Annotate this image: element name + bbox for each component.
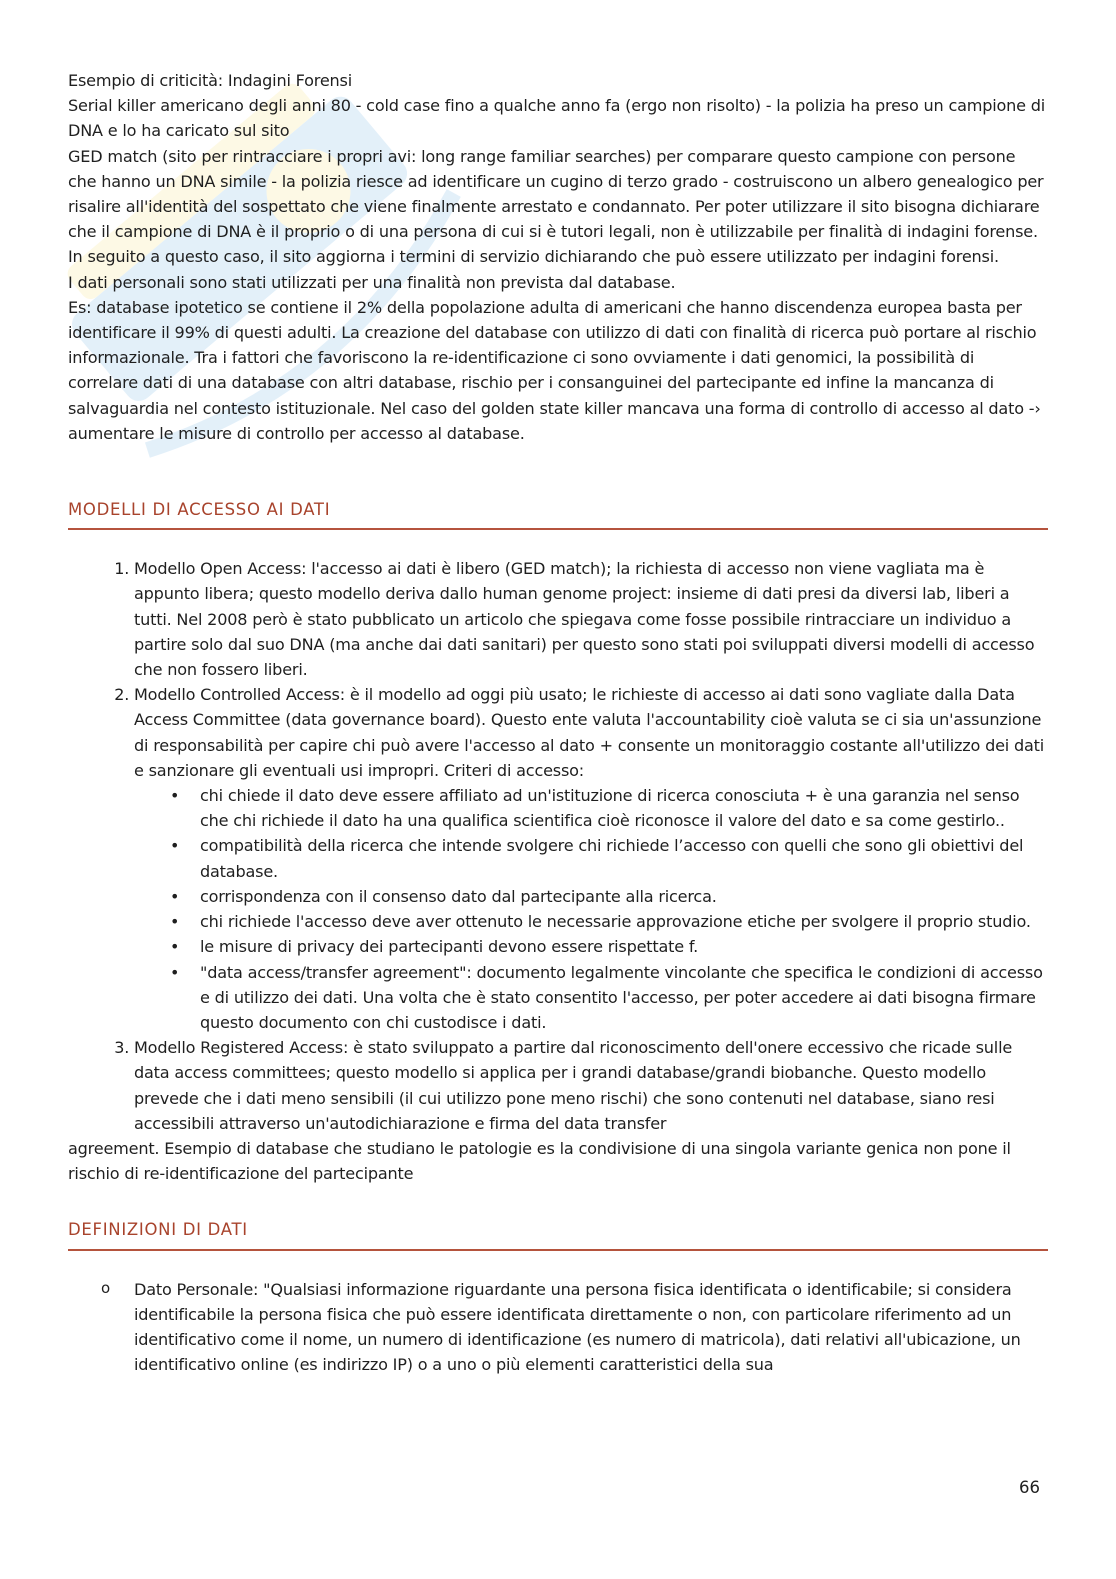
definition-item-personal-data: o Dato Personale: "Qualsiasi informazione riguardante una persona fisica identificata o identificabile; si considera identificabile la persona fisica che può essere identificata direttamente o non, con particolare riferimento ad un identificativo come il nome, un numero di identificazione (es numero di matricola), dati relativi all'ubicazione, un identificativo online (es indirizzo IP) o a uno o più elementi caratteristici della sua	[134, 1277, 1048, 1378]
criteria-item: • compatibilità della ricerca che intende svolgere chi richiede l’accesso con quelli che sono gli obiettivi del database.	[200, 833, 1048, 883]
section-heading-data-definitions: DEFINIZIONI DI DATI	[68, 1217, 1048, 1250]
intro-paragraph-4: Es: database ipotetico se contiene il 2% della popolazione adulta di americani che hanno discendenza europea basta per identificare il 99% di questi adulti. La creazione del database con utilizzo di dati con finalità di ricerca può portare al rischio informazionale. Tra i fattori che favoriscono la re-identificazione ci sono ovviamente i dati genomici, la possibilità di correlare dati di una database con altri database, rischio per i consanguinei del partecipante ed infine la mancanza di salvaguardia nel contesto istituzionale. Nel caso del golden state killer mancava una forma di controllo di accesso al dato -› aumentare le misure di controllo per accesso al database.	[68, 297, 1041, 443]
list-item-open-access	[134, 556, 1048, 682]
document-page	[68, 68, 1048, 1377]
access-models-list	[68, 556, 1048, 1136]
list-item-text: Modello Open Access: l'accesso ai dati è libero (GED match); la richiesta di accesso non viene vagliata ma è appunto libera; questo modello deriva dallo human genome project: insieme di dati presi da diversi lab, liberi a tutti. Nel 2008 però è stato pubblicato un articolo che spiegava come fosse possibile rintracciare un individuo a partire solo dal suo DNA (ma anche dai dati sanitari) per questo sono stati poi sviluppati diversi modelli di accesso che non fossero liberi.	[134, 559, 1035, 680]
list-item-controlled-access	[134, 682, 1048, 1035]
criteria-item: • chi richiede l'accesso deve aver ottenuto le necessarie approvazione etiche per svolgere il proprio studio.	[200, 909, 1048, 934]
page-number: 66	[1019, 1478, 1040, 1497]
criteria-item: • "data access/transfer agreement": documento legalmente vincolante che specifica le condizioni di accesso e di utilizzo dei dati. Una volta che è stato consentito l'accesso, per poter accedere ai dati bisogna firmare questo documento con chi custodisce i dati.	[200, 960, 1048, 1036]
criteria-item: • le misure di privacy dei partecipanti devono essere rispettate f.	[200, 934, 1048, 959]
intro-paragraph-1: Serial killer americano degli anni 80 - cold case fino a qualche anno fa (ergo non risolto) - la polizia ha preso un campione di DNA e lo ha caricato sul sito	[68, 96, 1046, 141]
list-item-text: Modello Registered Access: è stato sviluppato a partire dal riconoscimento dell'onere eccessivo che ricade sulle data access committees; questo modello si applica per i grandi database/grandi biobanche. Questo modello prevede che i dati meno sensibili (il cui utilizzo pone meno rischi) che sono contenuti nel database, siano resi accessibili attraverso un'autodichiarazione e firma del data transfer	[134, 1038, 1013, 1133]
list-item-registered-access	[134, 1035, 1048, 1136]
intro-paragraph-2: GED match (sito per rintracciare i propri avi: long range familiar searches) per comparare questo campione con persone che hanno un DNA simile - la polizia riesce ad identificare un cugino di terzo grado - costruiscono un albero genealogico per risalire all'identità del sospettato che viene finalmente arrestato e condannato. Per poter utilizzare il sito bisogna dichiarare che il campione di DNA è il proprio o di una persona di cui si è tutori legali, non è utilizzabile per finalità di indagini forense. In seguito a questo caso, il sito aggiorna i termini di servizio dichiarando che può essere utilizzato per indagini forensi.	[68, 146, 1044, 267]
definitions-list	[68, 1277, 1048, 1378]
registered-access-continuation: agreement. Esempio di database che studiano le patologie es la condivisione di una singola variante genica non pone il rischio di re-identificazione del partecipante	[68, 1138, 1011, 1184]
criteria-item: • corrispondenza con il consenso dato dal partecipante alla ricerca.	[200, 884, 1048, 909]
list-item-text: Modello Controlled Access: è il modello ad oggi più usato; le richieste di accesso ai dati sono vagliate dalla Data Access Committee (data governance board). Questo ente valuta l'accountability cioè valuta se ci sia un'assunzione di responsabilità per capire chi può avere l'accesso al dato + consente un monitoraggio costante all'utilizzo dei dati e sanzionare gli eventuali usi impropri. Criteri di accesso:	[134, 685, 1045, 780]
access-criteria-list	[134, 783, 1048, 1035]
intro-paragraph-3: I dati personali sono stati utilizzati per una finalità non prevista dal database.	[68, 272, 676, 292]
section-heading-access-models: MODELLI DI ACCESSO AI DATI	[68, 497, 1048, 530]
criteria-item: • chi chiede il dato deve essere affiliato ad un'istituzione di ricerca conosciuta + è una garanzia nel senso che chi richiede il dato ha una qualifica scientifica cioè riconosce il valore del dato e sa come gestirlo..	[200, 783, 1048, 833]
example-title: Esempio di criticità: Indagini Forensi	[68, 71, 352, 90]
